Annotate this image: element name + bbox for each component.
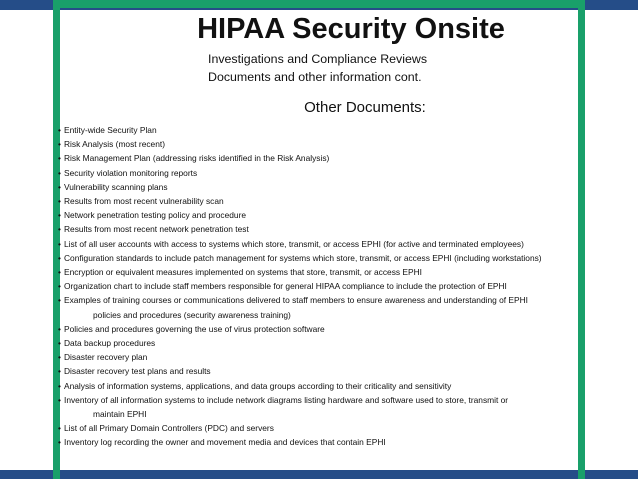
list-item xyxy=(58,336,618,350)
bullet-icon: • xyxy=(58,167,61,178)
bullet-icon: • xyxy=(58,252,61,263)
bullet-icon: • xyxy=(58,139,61,150)
list-item-text: Configuration standards to include patch management for systems which store, transmit, or access EPHI (including workstations) xyxy=(64,252,542,263)
list-item xyxy=(58,379,618,393)
bullet-icon: • xyxy=(58,323,61,334)
list-item-continuation: policies and procedures (security awareness training) xyxy=(93,309,291,320)
bullet-icon: • xyxy=(58,366,61,377)
list-item-text: Network penetration testing policy and procedure xyxy=(64,210,247,221)
list-item xyxy=(58,137,618,151)
list-item-text: Security violation monitoring reports xyxy=(64,167,198,178)
list-item xyxy=(58,180,618,194)
bullet-icon: • xyxy=(58,238,61,249)
list-item xyxy=(58,208,618,222)
list-item-text: Risk Management Plan (addressing risks identified in the Risk Analysis) xyxy=(64,153,330,164)
list-item-text: Organization chart to include staff members responsible for general HIPAA compliance to include the protection of EPHI xyxy=(64,281,507,292)
list-item-text: Analysis of information systems, applications, and data groups according to their criticality and sensitivity xyxy=(64,380,452,391)
bullet-icon: • xyxy=(58,423,61,434)
bullet-icon: • xyxy=(58,210,61,221)
subtitle-line-2: Documents and other information cont. xyxy=(208,70,422,84)
list-item-text: Disaster recovery test plans and results xyxy=(64,366,211,377)
bullet-icon: • xyxy=(58,125,61,135)
list-item xyxy=(58,265,618,279)
list-item-text: Entity-wide Security Plan xyxy=(64,125,157,135)
list-item-text: Policies and procedures governing the use of virus protection software xyxy=(64,323,325,334)
bullet-icon: • xyxy=(58,196,61,207)
list-item xyxy=(58,350,618,364)
bullet-icon: • xyxy=(58,338,61,349)
list-item xyxy=(58,222,618,236)
list-item xyxy=(58,279,618,293)
list-item-text: Results from most recent vulnerability scan xyxy=(64,196,224,207)
list-item-text: Vulnerability scanning plans xyxy=(64,181,168,192)
list-item-continuation: maintain EPHI xyxy=(93,409,147,420)
list-item xyxy=(58,251,618,265)
list-item-text: List of all user accounts with access to systems which store, transmit, or access EPHI (for active and terminated employees) xyxy=(64,238,524,249)
bullet-icon: • xyxy=(58,181,61,192)
bullet-icon: • xyxy=(58,394,61,405)
list-item-text: Encryption or equivalent measures implemented on systems that store, transmit, or access EPHI xyxy=(64,267,422,278)
list-item xyxy=(58,123,618,137)
slide-subtitle xyxy=(208,50,618,86)
bullet-icon: • xyxy=(58,267,61,278)
slide-content xyxy=(58,12,618,450)
list-item-text: Examples of training courses or communications delivered to staff members to ensure awareness and understanding of EPHI xyxy=(64,295,528,306)
bullet-icon: • xyxy=(58,352,61,363)
list-item xyxy=(58,364,618,378)
list-item-text: Inventory log recording the owner and movement media and devices that contain EPHI xyxy=(64,437,386,448)
list-item-text: Results from most recent network penetration test xyxy=(64,224,249,235)
subtitle-line-1: Investigations and Compliance Reviews xyxy=(208,52,428,66)
list-item xyxy=(58,151,618,165)
list-item xyxy=(58,237,618,251)
document-list xyxy=(58,123,618,450)
list-item-text: Data backup procedures xyxy=(64,338,156,349)
bullet-icon: • xyxy=(58,437,61,448)
list-item-text: Disaster recovery plan xyxy=(64,352,148,363)
top-green-stripe xyxy=(53,0,585,8)
list-item xyxy=(58,435,618,449)
slide-title: HIPAA Security Onsite xyxy=(197,13,505,45)
list-item xyxy=(58,166,618,180)
list-item xyxy=(58,393,618,421)
bullet-icon: • xyxy=(58,224,61,235)
list-item-text: Inventory of all information systems to include network diagrams listing hardware and software used to store, transmit or xyxy=(64,394,509,405)
list-item xyxy=(58,322,618,336)
list-item xyxy=(58,293,618,321)
section-heading: Other Documents: xyxy=(304,99,426,116)
list-item-text: Risk Analysis (most recent) xyxy=(64,139,165,150)
bullet-icon: • xyxy=(58,281,61,292)
bullet-icon: • xyxy=(58,153,61,164)
list-item xyxy=(58,421,618,435)
list-item-text: List of all Primary Domain Controllers (PDC) and servers xyxy=(64,423,274,434)
bullet-icon: • xyxy=(58,295,61,306)
list-item xyxy=(58,194,618,208)
bullet-icon: • xyxy=(58,380,61,391)
